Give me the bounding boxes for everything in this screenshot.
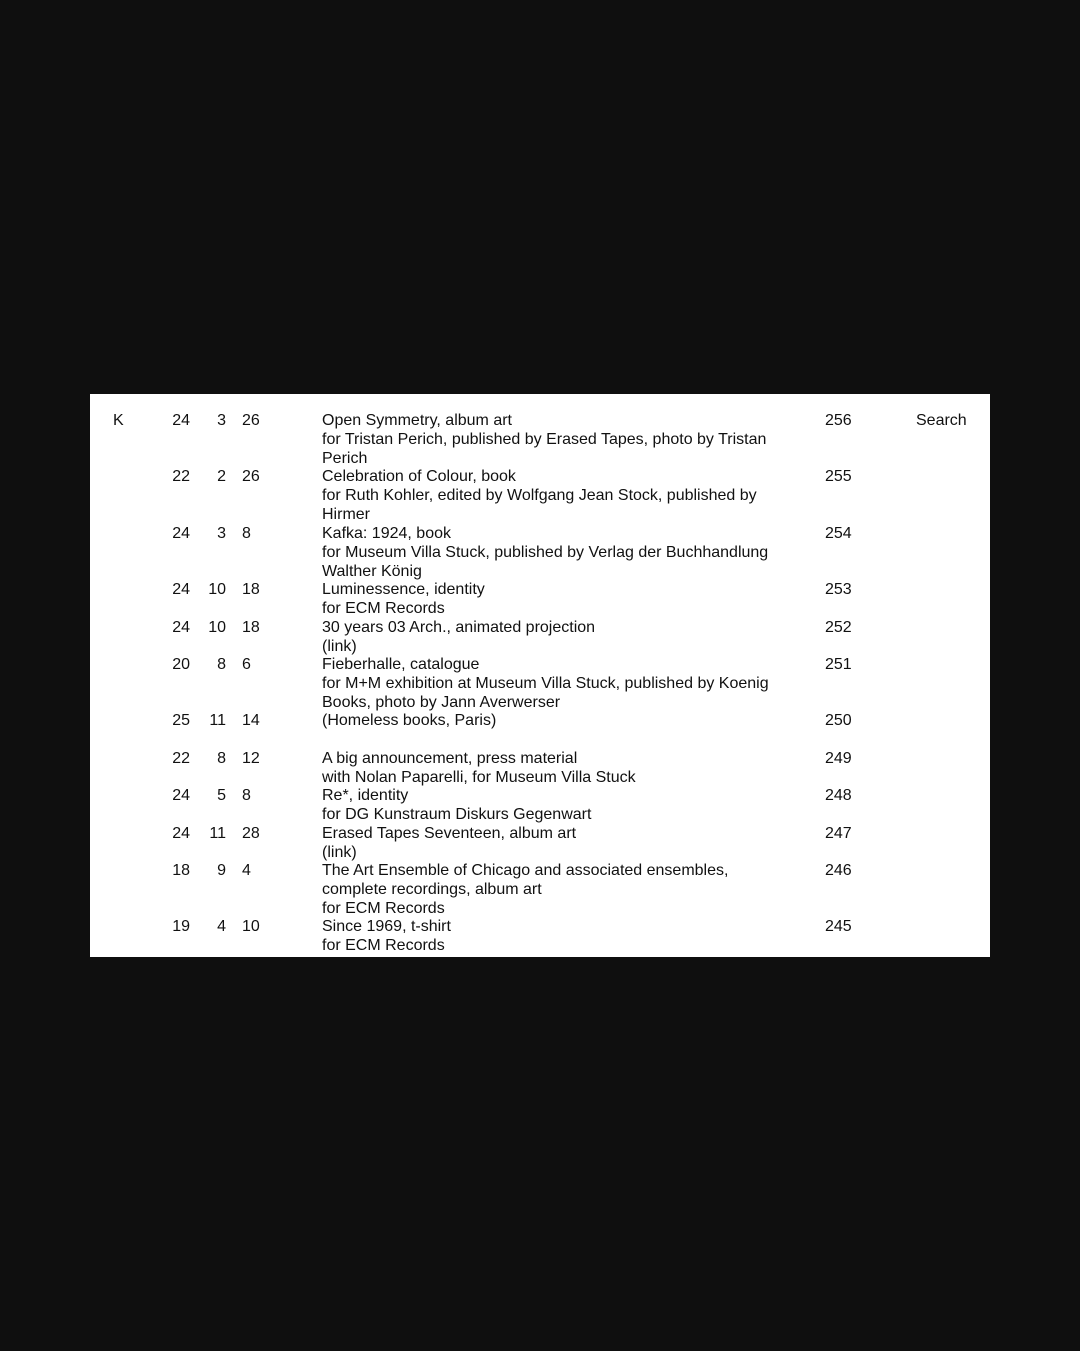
entry-col-b: 8 — [217, 656, 226, 673]
entry-col-a: 24 — [172, 787, 190, 804]
entry-number: 249 — [825, 750, 852, 767]
entry-col-b: 10 — [208, 619, 226, 636]
entry-col-b: 4 — [217, 918, 226, 935]
entry-detail: for Tristan Perich, published by Erased Tapes, photo by Tristan — [322, 430, 767, 448]
search-link[interactable]: Search — [916, 412, 967, 429]
index-panel — [90, 394, 990, 957]
entry-col-b: 3 — [217, 525, 226, 542]
entry-number: 252 — [825, 619, 852, 636]
entry-detail: for Museum Villa Stuck, published by Verlag der Buchhandlung — [322, 543, 769, 561]
entry-number: 246 — [825, 862, 852, 879]
entry-detail: for ECM Records — [322, 599, 445, 617]
entry-col-c: 18 — [242, 581, 260, 598]
entry-col-b: 8 — [217, 750, 226, 767]
entry-description — [322, 712, 792, 731]
entry-col-a: 25 — [172, 712, 190, 729]
entry-detail: Hirmer — [322, 505, 370, 523]
entry-col-b: 11 — [209, 825, 226, 842]
entry-col-c: 10 — [242, 918, 260, 935]
entry-detail: Books, photo by Jann Averwerser — [322, 693, 561, 711]
entry-detail: for ECM Records — [322, 936, 445, 954]
entry-detail: Perich — [322, 449, 368, 467]
entry-detail: for DG Kunstraum Diskurs Gegenwart — [322, 805, 592, 823]
entry-detail: for Ruth Kohler, edited by Wolfgang Jean Stock, published by — [322, 486, 757, 504]
entry-description — [322, 825, 792, 863]
entry-title: Fieberhalle, catalogue — [322, 656, 480, 673]
entry-col-a: 22 — [172, 468, 190, 485]
entry-col-c: 28 — [242, 825, 260, 842]
entry-col-b: 9 — [217, 862, 226, 879]
entry-description — [322, 918, 792, 956]
entry-description — [322, 787, 792, 825]
entry-title: 30 years 03 Arch., animated projection — [322, 619, 596, 636]
entry-col-c: 18 — [242, 619, 260, 636]
entry-title: Re*, identity — [322, 787, 409, 804]
entry-title: Open Symmetry, album art — [322, 412, 512, 429]
entry-title: A big announcement, press material — [322, 750, 578, 767]
entry-col-a: 24 — [172, 525, 190, 542]
entry-detail: for ECM Records — [322, 899, 445, 917]
entry-number: 256 — [825, 412, 852, 429]
entry-number: 254 — [825, 525, 852, 542]
entry-title: Since 1969, t-shirt — [322, 918, 451, 935]
entry-description — [322, 581, 792, 619]
entry-title: Kafka: 1924, book — [322, 525, 451, 542]
entry-description — [322, 525, 792, 581]
entry-col-a: 24 — [172, 412, 190, 429]
entry-number: 255 — [825, 468, 852, 485]
entry-col-b: 3 — [217, 412, 226, 429]
entry-number: 248 — [825, 787, 852, 804]
entry-col-c: 8 — [242, 525, 251, 542]
entry-col-b: 5 — [217, 787, 226, 804]
entry-col-b: 11 — [209, 712, 226, 729]
entry-link[interactable]: (link) — [322, 843, 357, 861]
entry-detail: for M+M exhibition at Museum Villa Stuck, published by Koenig — [322, 674, 769, 692]
entry-description — [322, 412, 792, 468]
entry-col-a: 20 — [172, 656, 190, 673]
entry-col-c: 8 — [242, 787, 251, 804]
entry-col-b: 2 — [217, 468, 226, 485]
entry-detail: Walther König — [322, 562, 422, 580]
entry-title: The Art Ensemble of Chicago and associated ensembles, — [322, 862, 729, 879]
entry-col-c: 26 — [242, 412, 260, 429]
entry-col-a: 24 — [172, 581, 190, 598]
entry-title: Celebration of Colour, book — [322, 468, 516, 485]
entry-number: 250 — [825, 712, 852, 729]
entry-link[interactable]: (link) — [322, 637, 357, 655]
entry-col-c: 26 — [242, 468, 260, 485]
entry-description — [322, 468, 792, 524]
entry-col-c: 14 — [242, 712, 260, 729]
entry-col-a: 24 — [172, 825, 190, 842]
entry-title: complete recordings, album art — [322, 880, 542, 898]
entry-title: Erased Tapes Seventeen, album art — [322, 825, 577, 842]
entry-detail: with Nolan Paparelli, for Museum Villa Stuck — [322, 768, 636, 786]
entry-col-a: 22 — [172, 750, 190, 767]
entry-col-a: 18 — [172, 862, 190, 879]
entry-col-c: 12 — [242, 750, 260, 767]
entry-description — [322, 619, 792, 657]
entry-description — [322, 656, 792, 712]
entry-number: 251 — [825, 656, 852, 673]
entry-title: Luminessence, identity — [322, 581, 485, 598]
site-logo[interactable]: K — [113, 412, 124, 429]
entry-description — [322, 750, 792, 788]
entry-description — [322, 862, 792, 918]
entry-title: (Homeless books, Paris) — [322, 712, 497, 729]
entry-col-b: 10 — [208, 581, 226, 598]
entry-col-c: 6 — [242, 656, 251, 673]
entry-col-c: 4 — [242, 862, 251, 879]
entry-col-a: 24 — [172, 619, 190, 636]
entry-number: 253 — [825, 581, 852, 598]
entry-number: 247 — [825, 825, 852, 842]
entry-number: 245 — [825, 918, 852, 935]
entry-col-a: 19 — [172, 918, 190, 935]
